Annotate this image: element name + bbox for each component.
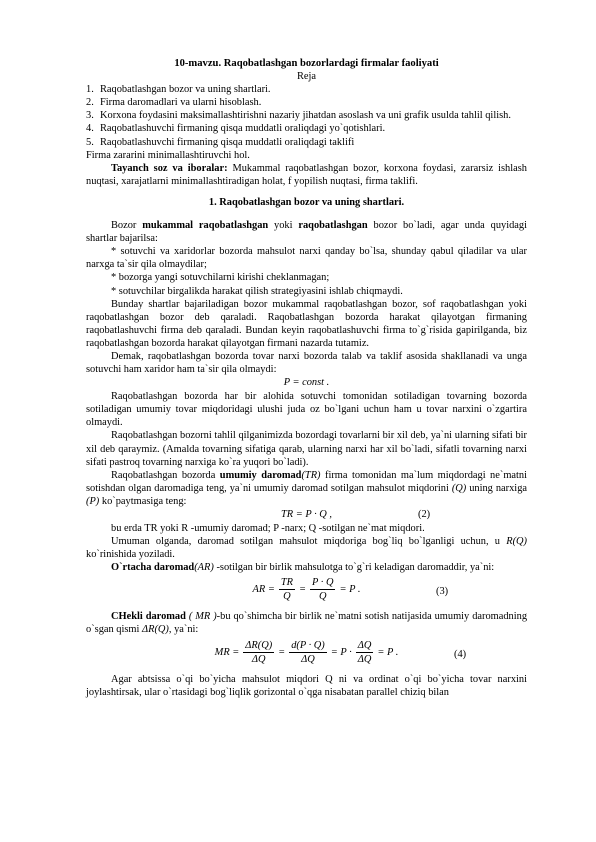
plan-item: 5. Raqobatlashuvchi firmaning qisqa muddatli oraliqdagi taklifi bbox=[86, 136, 355, 148]
paragraph: Raqobatlashgan bozorni tahlil qilganimizda bozordagi tovarlarni bir xil deb, ya`ni ularning sifati bir xil deb qaraymiz. (Amalda tovarning sifatiga qarab, ularning narxi har xil bo`ladi, sifatli tovarning narxi sifati pastroq tovarning narxiga ko`ra yuqori bo`ladi). bbox=[86, 430, 527, 468]
plan-heading: Reja bbox=[296, 71, 317, 83]
paragraph: Raqobatlashgan bozorda har bir alohida sotuvchi tomonidan sotiladigan tovarning bozorda sotiladigan umumiy tovar miqdoridagi ulushi juda oz bo`lgani uchun ham u tovar narxini o`zgartira olmaydi. bbox=[86, 391, 527, 429]
paragraph: Raqobatlashgan bozorda umumiy daromad(TR) firma tomonidan ma`lum miqdordagi ne`matni sotishdan olgan daromadiga teng, ya`ni umumiy daromad sotilgan mahsulot miqdorini (Q) uning narxiga (P) ko`paytmasiga teng: bbox=[86, 469, 527, 507]
paragraph: Umuman olganda, daromad sotilgan mahsulot miqdoriga bog`liq bo`lganligi uchun, u R(Q) ko`rinishida yoziladi. bbox=[86, 536, 527, 561]
plan-item: 3. Korxona foydasini maksimallashtirishni nazariy jihatdan asoslash va uni grafik usulda tahlil qilish. bbox=[86, 110, 511, 122]
formula-number: (3) bbox=[436, 586, 449, 598]
paragraph: O`rtacha daromad(AR) -sotilgan bir birlik mahsulotga to`g`ri keladigan daromaddir, ya`ni: bbox=[111, 562, 495, 574]
formula-2: TR = P · Q , (2) bbox=[281, 509, 431, 520]
plan-item: 4. Raqobatlashuvchi firmaning qisqa muddatli oraliqdagi yo`qotishlari. bbox=[86, 123, 386, 135]
document-page bbox=[86, 57, 527, 699]
paragraph: Agar abtsissa o`qi bo`yicha mahsulot miqdori Q ni va ordinat o`qi bo`yicha tovar narxini joylashtirsak, ular o`rtasidagi bog`liqlik gorizontal o`qga nisabatan parallel chiziq bilan bbox=[86, 673, 527, 698]
formula-4: MR = $\frac{\Delta R(Q)}{\Delta Q}$ = $\frac{d(P \cdot Q)}{\Delta Q}$ = P · $\frac{\Delta Q}{\Delta Q}$ = P . (4) bbox=[214, 639, 467, 665]
keywords-label: Tayanch soz va iboralar: bbox=[111, 162, 228, 174]
keywords-paragraph: Tayanch soz va iboralar: Mukammal raqobatlashgan bozor, korxona foydasi, zararsiz ishlash nuqtasi, xarajatlarni minimallashtiradigan holat, f yopilish nuqtasi, firma taklifi. bbox=[86, 162, 527, 187]
condition-item: * sotuvchi va xaridorlar bozorda mahsulot narxi qanday bo`lsa, shunday qabul qiladilar va ular narxga ta`sir qila olmaydilar; bbox=[86, 246, 527, 271]
section-title: 1. Raqobatlashgan bozor va uning shartlari. bbox=[208, 196, 405, 208]
paragraph: CHekli daromad ( MR )-bu qo`shimcha bir birlik ne`matni sotish natijasida umumiy daromadning o`sgan qismi ΔR(Q), ya`ni: bbox=[86, 611, 528, 636]
plan-tail: Firma zararini minimallashtiruvchi hol. bbox=[86, 149, 250, 161]
formula-3: AR = $\frac{TR}{Q}$ = $\frac{P \cdot Q}{Q}$ = P . (3) bbox=[252, 577, 449, 603]
plan-item: 2. Firma daromadlari va ularni hisoblash. bbox=[86, 97, 262, 109]
formula-number: (2) bbox=[418, 509, 431, 520]
formula-number: (4) bbox=[454, 648, 467, 660]
page-title: 10-mavzu. Raqobatlashgan bozorlardagi firmalar faoliyati bbox=[174, 58, 439, 69]
paragraph: Bozor mukammal raqobatlashgan yoki raqobatlashgan bozor bo`ladi, agar unda quyidagi shartlar bajarilsa: bbox=[86, 220, 527, 245]
plan-item: 1. Raqobatlashgan bozor va uning shartlari. bbox=[86, 84, 271, 96]
paragraph: bu erda TR yoki R -umumiy daromad; P -narx; Q -sotilgan ne`mat miqdori. bbox=[111, 523, 425, 534]
paragraph: Bunday shartlar bajariladigan bozor mukammal raqobatlashgan bozor, sof raqobatlashgan yoki raqobatlashgan bozor deb qaraladi. Raqobatlashgan bozorda harakat qilayotgan firmaning raqobatlashuvchi firma deb qaraladi. Bundan keyin raqobatlashuvchi firma to`g`risida gapirilganda, biz raqobatlashgan bozorda harakat qilayotgan firmani nazarda tutamiz. bbox=[86, 298, 527, 349]
condition-item: * sotuvchilar birgalikda harakat qilish strategiyasini ishlab chiqmaydi. bbox=[111, 285, 403, 297]
paragraph: Demak, raqobatlashgan bozorda tovar narxi bozorda talab va taklif asosida shakllanadi va unga sotuvchi ham xaridor ham ta`sir qila olmaydi: bbox=[86, 350, 527, 376]
formula-1: P = const . bbox=[283, 377, 330, 389]
condition-item: * bozorga yangi sotuvchilarni kirishi cheklanmagan; bbox=[111, 272, 330, 284]
